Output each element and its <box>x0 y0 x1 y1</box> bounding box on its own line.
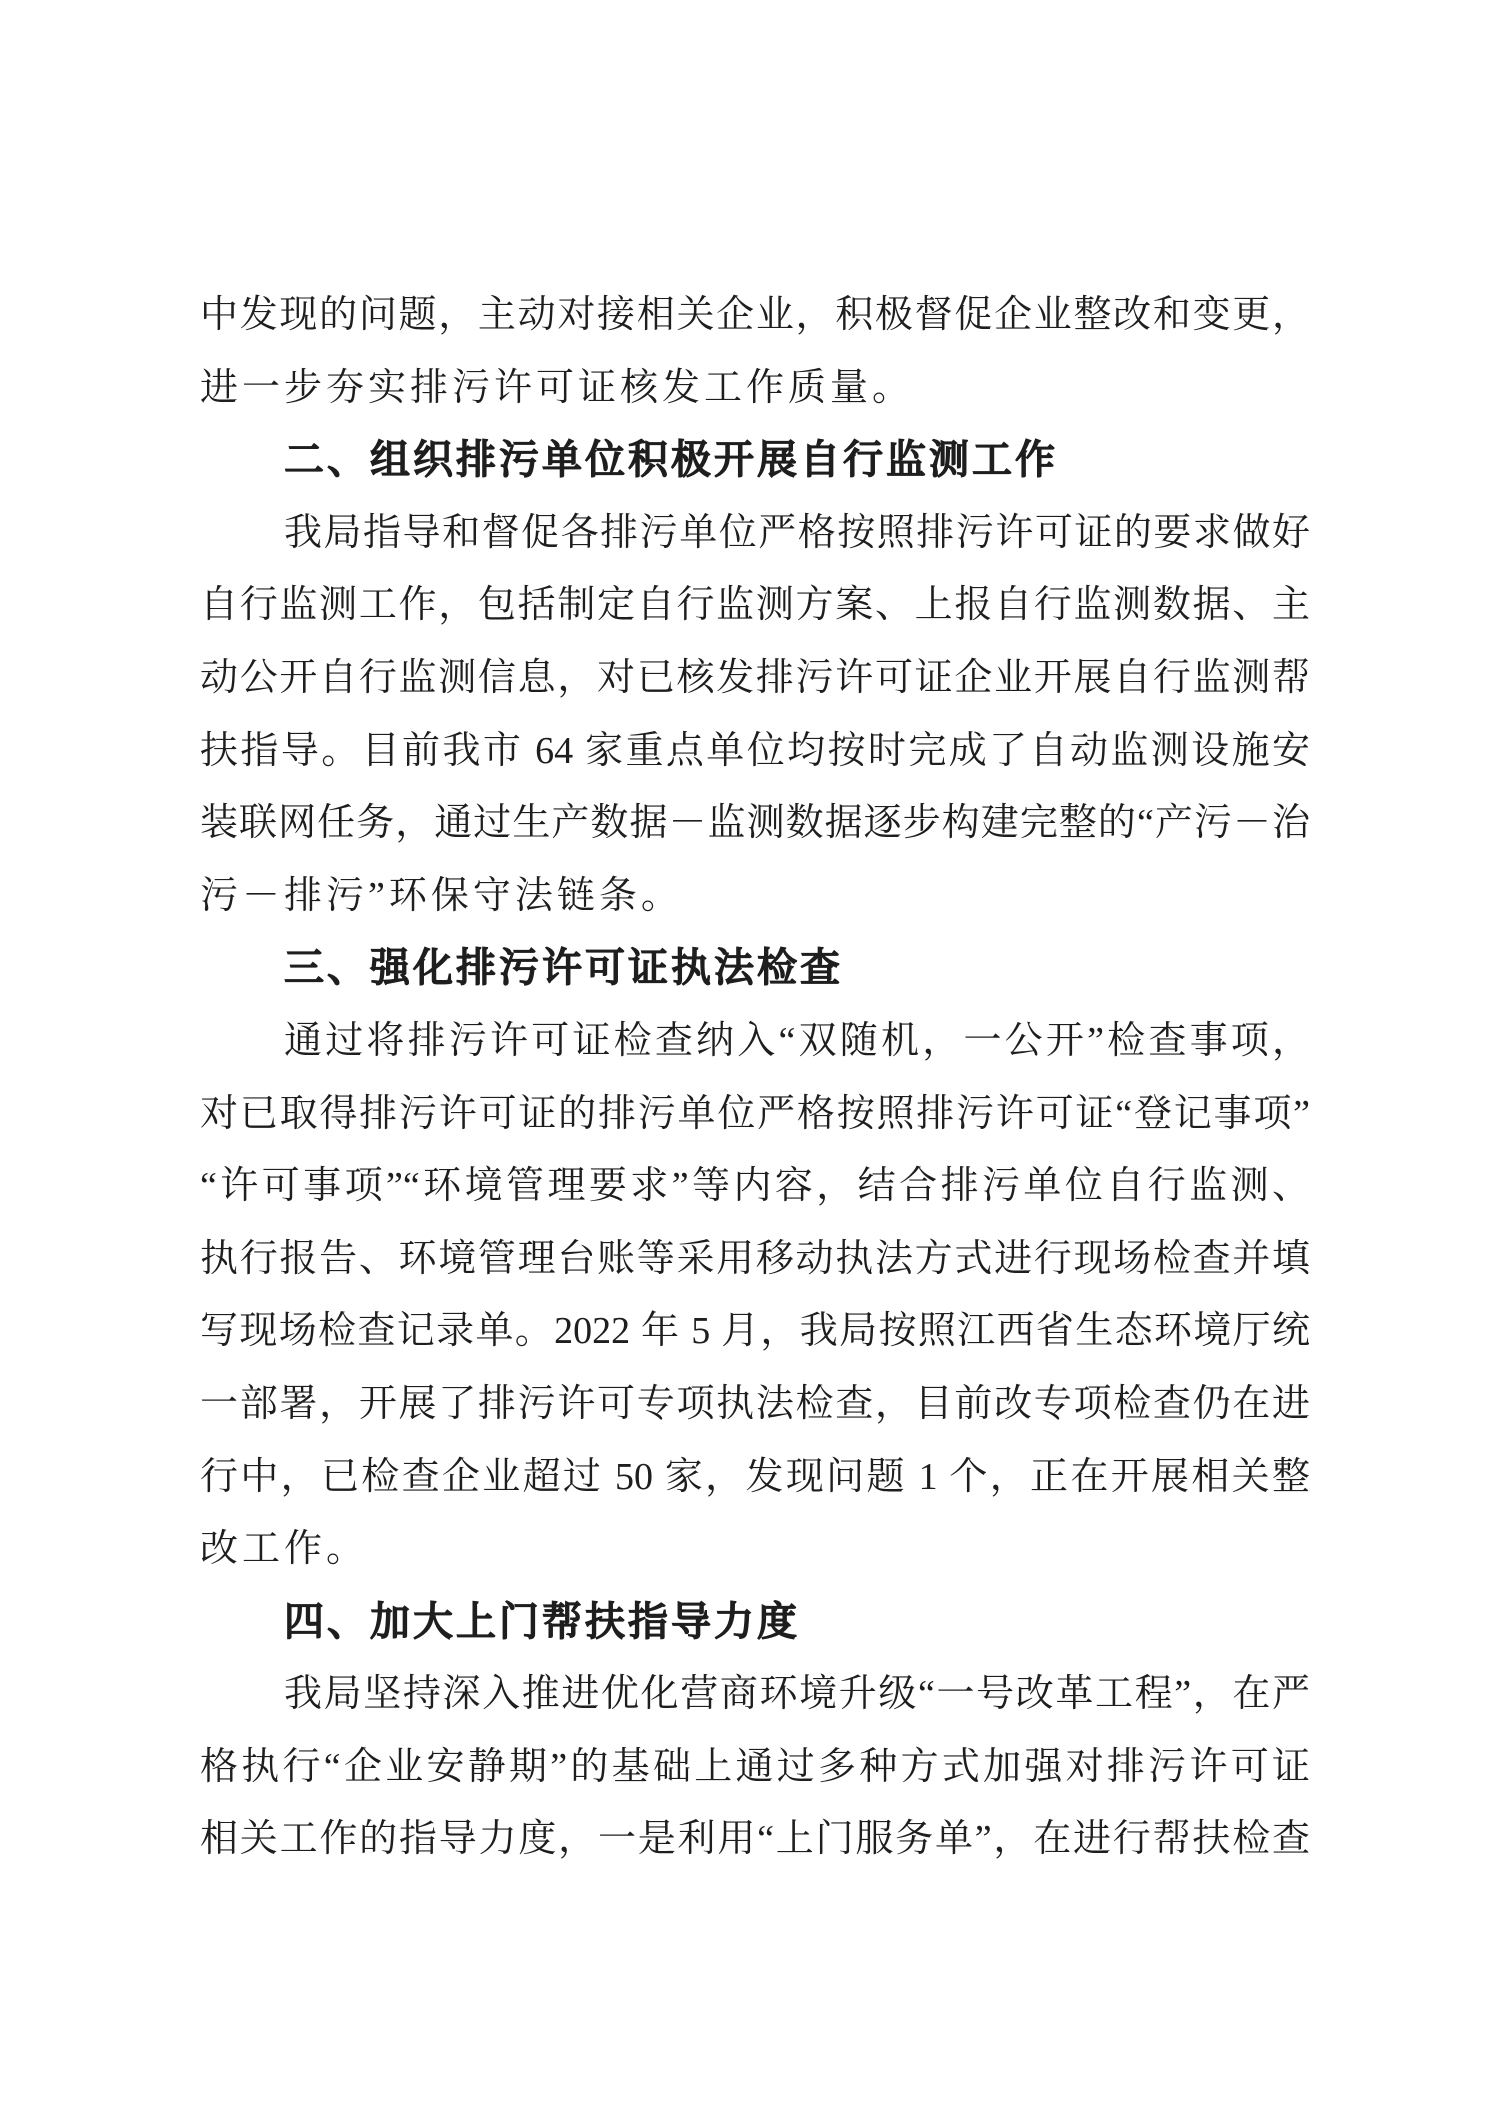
text-line: 装联网任务，通过生产数据－监测数据逐步构建完整的“产污－治 <box>200 802 1310 845</box>
text-line: 通过将排污许可证检查纳入“双随机，一公开”检查事项， <box>284 1019 1310 1062</box>
text-line: 行中，已检查企业超过 50 家，发现问题 1 个，正在开展相关整 <box>200 1455 1310 1498</box>
section-heading: 三、强化排污许可证执法检查 <box>284 946 843 991</box>
text-line: 改工作。 <box>200 1528 369 1571</box>
text-line: 动公开自行监测信息，对已核发排污许可证企业开展自行监测帮 <box>200 656 1310 699</box>
document-body <box>200 279 1310 1876</box>
text-line: “许可事项”“环境管理要求”等内容，结合排污单位自行监测、 <box>200 1165 1310 1208</box>
text-line: 自行监测工作，包括制定自行监测方案、上报自行监测数据、主 <box>200 584 1310 627</box>
text-line: 一部署，开展了排污许可专项执法检查，目前改专项检查仍在进 <box>200 1382 1310 1425</box>
text-line: 执行报告、环境管理台账等采用移动执法方式进行现场检查并填 <box>200 1237 1310 1280</box>
text-line: 我局坚持深入推进优化营商环境升级“一号改革工程”，在严 <box>284 1673 1310 1716</box>
text-line: 写现场检查记录单。2022 年 5 月，我局按照江西省生态环境厅统 <box>200 1310 1310 1353</box>
text-line: 我局指导和督促各排污单位严格按照排污许可证的要求做好 <box>284 511 1310 554</box>
text-line: 对已取得排污许可证的排污单位严格按照排污许可证“登记事项” <box>200 1092 1310 1135</box>
text-line: 格执行“企业安静期”的基础上通过多种方式加强对排污许可证 <box>200 1745 1310 1788</box>
text-line: 扶指导。目前我市 64 家重点单位均按时完成了自动监测设施安 <box>200 729 1310 772</box>
section-heading: 四、加大上门帮扶指导力度 <box>284 1599 800 1644</box>
text-line: 中发现的问题，主动对接相关企业，积极督促企业整改和变更， <box>200 294 1310 336</box>
section-heading: 二、组织排污单位积极开展自行监测工作 <box>284 438 1058 483</box>
text-line: 进一步夯实排污许可证核发工作质量。 <box>200 366 915 409</box>
text-line: 相关工作的指导力度，一是利用“上门服务单”，在进行帮扶检查 <box>200 1818 1310 1861</box>
text-line: 污－排污”环保守法链条。 <box>200 874 683 917</box>
